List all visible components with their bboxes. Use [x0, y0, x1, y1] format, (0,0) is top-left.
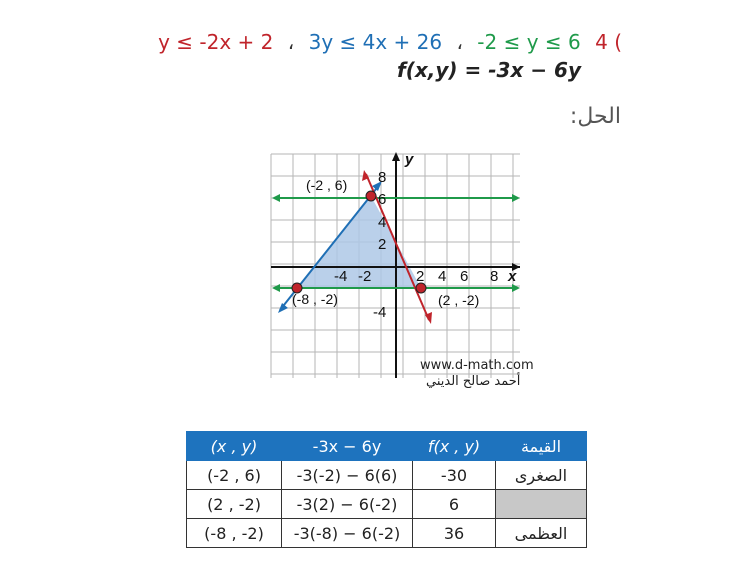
- cell-point: (-2 , 6): [187, 461, 282, 490]
- cell-expression: -3(-8) − 6(-2): [282, 519, 413, 548]
- y-tick-label: -4: [373, 304, 387, 321]
- x-tick-label: 4: [438, 268, 447, 285]
- cell-value: 6: [413, 490, 496, 519]
- problem-line: [154, 30, 626, 54]
- inequality-3: y ≤ -2x + 2: [158, 30, 274, 54]
- x-tick-label: 6: [460, 268, 469, 285]
- table-row: [187, 490, 587, 519]
- cell-point: (2 , -2): [187, 490, 282, 519]
- x-axis-label: x: [508, 268, 517, 285]
- y-tick-label: 6: [378, 191, 387, 208]
- arrow-icon: [512, 284, 520, 292]
- y-tick-label: 8: [378, 169, 387, 186]
- author-name: أحمد صالح الديني: [426, 374, 521, 389]
- x-tick-label: -4: [334, 268, 348, 285]
- separator: ،: [287, 30, 295, 54]
- vertex-label: (-8 , -2): [292, 291, 338, 307]
- y-tick-label: 4: [378, 214, 387, 231]
- table-row: [187, 519, 587, 548]
- cell-label: العظمى: [496, 519, 587, 548]
- watermark: www.d-math.com: [420, 358, 534, 373]
- vertex-label: (2 , -2): [438, 292, 480, 308]
- x-tick-label: 8: [490, 268, 499, 285]
- cell-value: -30: [413, 461, 496, 490]
- cell-label: الصغرى: [496, 461, 587, 490]
- inequality-1: -2 ≤ y ≤ 6: [477, 30, 581, 54]
- arrow-icon: [272, 284, 280, 292]
- objective-function: f(x,y) = -3x − 6y: [397, 58, 581, 82]
- arrow-icon: [512, 194, 520, 202]
- vertex-label: (-2 , 6): [306, 177, 348, 193]
- table-row: [187, 461, 587, 490]
- cell-value: 36: [413, 519, 496, 548]
- header-value: القيمة: [496, 432, 587, 461]
- cell-point: (-8 , -2): [187, 519, 282, 548]
- cell-expression: -3(-2) − 6(6): [282, 461, 413, 490]
- solution-label: الحل:: [569, 104, 621, 129]
- x-tick-label: 2: [416, 268, 425, 285]
- x-tick-label: -2: [358, 268, 372, 285]
- inequality-2: 3y ≤ 4x + 26: [308, 30, 443, 54]
- y-tick-label: 2: [378, 236, 387, 253]
- header-function: f(x , y): [413, 432, 496, 461]
- table-header-row: [187, 432, 587, 461]
- y-axis-arrow-icon: [392, 152, 400, 161]
- separator: ،: [456, 30, 463, 54]
- header-expression: -3x − 6y: [282, 432, 413, 461]
- cell-expression: -3(2) − 6(-2): [282, 490, 413, 519]
- results-table: [186, 431, 587, 548]
- vertex-point: [366, 191, 376, 201]
- y-axis-label: y: [405, 151, 414, 168]
- problem-number: 4 (: [595, 30, 622, 54]
- cell-label: [496, 490, 587, 519]
- arrow-icon: [272, 194, 280, 202]
- header-point: (x , y): [187, 432, 282, 461]
